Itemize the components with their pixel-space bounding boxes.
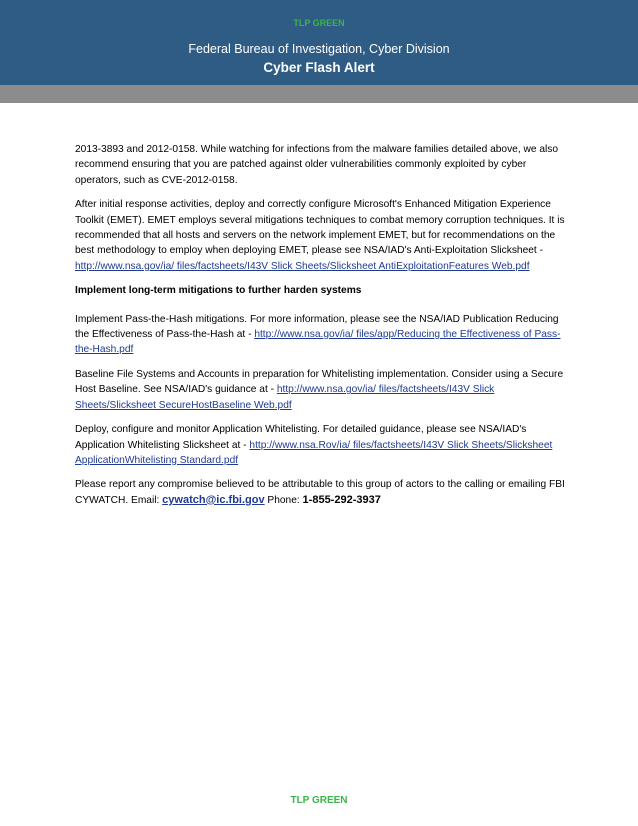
phone-number: 1-855-292-3937 bbox=[302, 493, 381, 506]
paragraph-baseline bbox=[75, 367, 565, 413]
paragraph-pass-the-hash bbox=[75, 312, 565, 358]
pass-the-hash-link[interactable]: http://www.nsa.gov/ia/ files/app/Reducing the Effectiveness of Pass-the-Hash.pdf bbox=[75, 329, 561, 356]
paragraph-report-text: Please report any compromise believed to be attributable to this group of actors to the calling or emailing FBI CYWATCH. Email: bbox=[75, 479, 565, 506]
paragraph-vulnerabilities: 2013-3893 and 2012-0158. While watching for infections from the malware families detailed above, we also recommend ensuring that you are patched against older vulnerabilities commonly exploited by cyber operators, such as CVE-2012-0158. bbox=[75, 144, 559, 186]
paragraph-pass-the-hash-text: Implement Pass-the-Hash mitigations. For more information, please see the NSA/IAD Publication Reducing the Effectiveness of Pass-the-Hash at - bbox=[75, 313, 559, 341]
alert-title: Cyber Flash Alert bbox=[263, 60, 375, 75]
paragraph-baseline-text: Baseline File Systems and Accounts in preparation for Whitelisting implementation. Consider using a Secure Host Baseline. See NSA/IAD's guidance at - bbox=[75, 368, 564, 396]
paragraph-report bbox=[75, 477, 565, 508]
organization-name: Federal Bureau of Investigation, Cyber Division bbox=[188, 42, 450, 56]
paragraph-emet bbox=[75, 197, 565, 274]
document-body bbox=[75, 142, 565, 517]
paragraph-emet-text: After initial response activities, deploy and correctly configure Microsoft's Enhanced Mitigation Experience Toolkit (EMET). EMET employs several mitigations techniques to combat memory corruption techniques. It is recommended that all hosts and servers on the network implement EMET, but for recommendations on the best methodology to employ when deploying EMET, please see NSA/IAD's Anti-Exploitation Slicksheet - bbox=[75, 199, 565, 257]
section-heading: Implement long-term mitigations to further harden systems bbox=[75, 285, 362, 297]
tlp-label-bottom: TLP GREEN bbox=[290, 795, 348, 806]
paragraph-whitelisting bbox=[75, 422, 565, 468]
application-whitelisting-link[interactable]: http://www.nsa.Rov/ia/ files/factsheets/I43V Slick Sheets/Slicksheet ApplicationWhitelisting Standard.pdf bbox=[75, 439, 553, 466]
phone-label: Phone: bbox=[264, 494, 303, 506]
tlp-label-top: TLP GREEN bbox=[293, 18, 345, 28]
paragraph-whitelisting-text: Deploy, configure and monitor Application Whitelisting. For detailed guidance, please see NSA/IAD's Application Whitelisting Slicksheet at - bbox=[75, 424, 527, 451]
cywatch-email-link[interactable]: cywatch@ic.fbi.gov bbox=[162, 493, 265, 506]
secure-host-baseline-link[interactable]: http://www.nsa.gov/ia/ files/factsheets/I43V Slick Sheets/Slicksheet SecureHostBaseline Web.pdf bbox=[75, 384, 495, 411]
emet-slicksheet-link[interactable]: http://www.nsa.gov/ia/ files/factsheets/I43V Slick Sheets/Slicksheet AntiExploitationFeatures Web.pdf bbox=[75, 260, 530, 272]
header-gray-strip bbox=[0, 85, 638, 103]
